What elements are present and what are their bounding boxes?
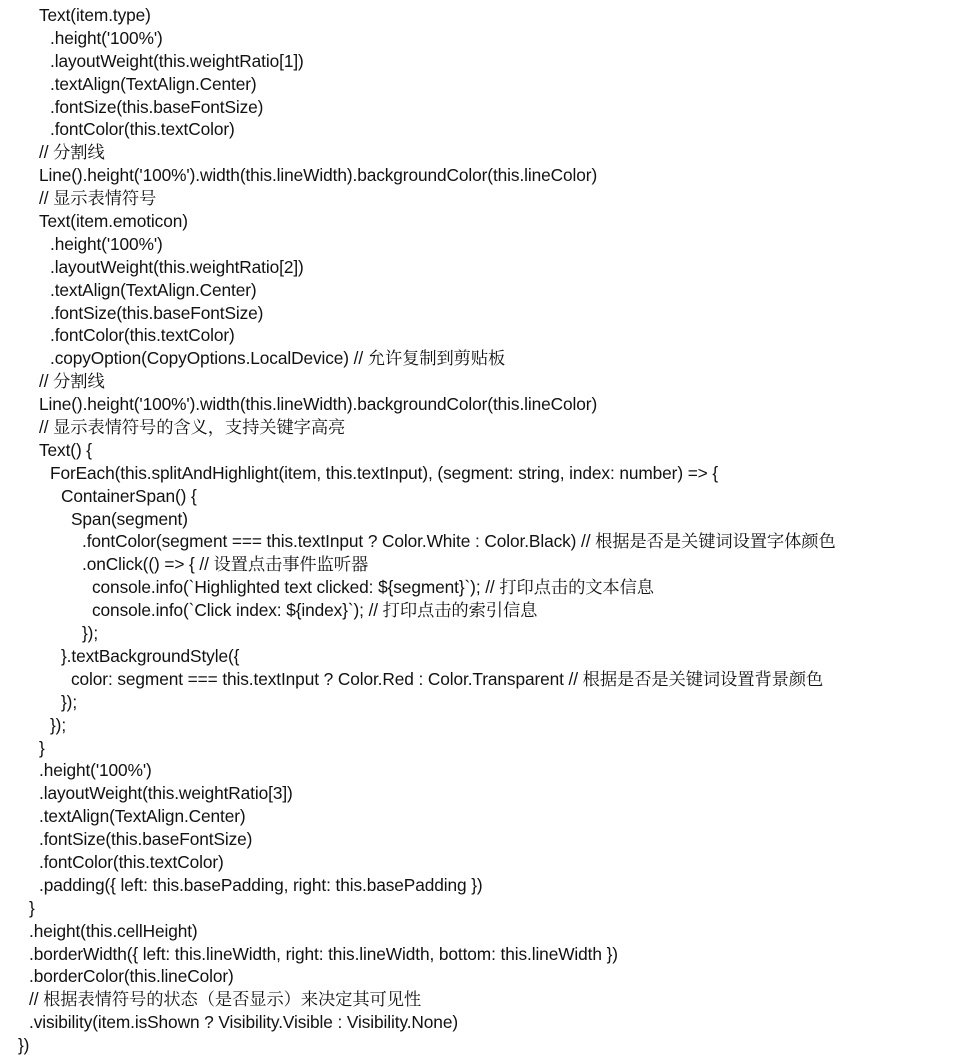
code-line: });	[50, 714, 67, 735]
code-line: .height('100%')	[39, 760, 152, 781]
code-line: .layoutWeight(this.weightRatio[2])	[50, 256, 304, 277]
code-line: .onClick(() => { // 设置点击事件监听器	[82, 554, 369, 575]
code-line: .height(this.cellHeight)	[29, 920, 198, 941]
code-line: }.textBackgroundStyle({	[61, 645, 240, 666]
code-line: .fontColor(this.textColor)	[50, 119, 235, 140]
code-line: .fontSize(this.baseFontSize)	[50, 302, 264, 323]
code-line: Text() {	[39, 439, 92, 460]
code-line: Line().height('100%').width(this.lineWidth).backgroundColor(this.lineColor)	[39, 165, 598, 186]
code-line: })	[18, 1035, 30, 1056]
code-line: .height('100%')	[50, 27, 163, 48]
code-line: Text(item.type)	[39, 5, 151, 25]
code-line: console.info(`Click index: ${index}`); // 打印点击的索引信息	[92, 600, 538, 621]
code-line: .textAlign(TextAlign.Center)	[39, 806, 246, 827]
code-line: .layoutWeight(this.weightRatio[1])	[50, 50, 304, 71]
code-line: .fontColor(this.textColor)	[39, 851, 224, 872]
code-line: console.info(`Highlighted text clicked: ${segment}`); // 打印点击的文本信息	[92, 577, 654, 598]
code-line: ForEach(this.splitAndHighlight(item, this.textInput), (segment: string, index: number) => {	[50, 462, 719, 483]
code-line: }	[39, 737, 45, 758]
code-line: .layoutWeight(this.weightRatio[3])	[39, 783, 293, 804]
code-line: .fontColor(segment === this.textInput ? Color.White : Color.Black) // 根据是否是关键词设置字体颜色	[82, 531, 836, 552]
code-block	[0, 4, 954, 1057]
code-line: .visibility(item.isShown ? Visibility.Visible : Visibility.None)	[29, 1012, 458, 1033]
code-line: ContainerSpan() {	[61, 485, 197, 506]
code-line: .copyOption(CopyOptions.LocalDevice) // 允许复制到剪贴板	[50, 348, 506, 369]
code-line: color: segment === this.textInput ? Color.Red : Color.Transparent // 根据是否是关键词设置背景颜色	[71, 668, 824, 689]
code-line: Text(item.emoticon)	[39, 211, 188, 232]
code-line: .padding({ left: this.basePadding, right: this.basePadding })	[39, 874, 483, 895]
code-line: .borderColor(this.lineColor)	[29, 966, 234, 987]
code-line: });	[82, 623, 99, 644]
code-line: // 分割线	[39, 142, 105, 163]
code-line: .height('100%')	[50, 233, 163, 254]
code-line: .borderWidth({ left: this.lineWidth, right: this.lineWidth, bottom: this.lineWidth })	[29, 943, 618, 964]
code-line: .textAlign(TextAlign.Center)	[50, 279, 257, 300]
code-line: .fontSize(this.baseFontSize)	[50, 96, 264, 117]
code-line: .textAlign(TextAlign.Center)	[50, 73, 257, 94]
code-line: }	[29, 897, 35, 918]
code-line: .fontSize(this.baseFontSize)	[39, 829, 253, 850]
code-line: // 分割线	[39, 371, 105, 392]
code-line: Line().height('100%').width(this.lineWidth).backgroundColor(this.lineColor)	[39, 394, 598, 415]
code-line: });	[61, 691, 78, 712]
code-line: // 显示表情符号的含义，支持关键字高亮	[39, 417, 346, 438]
code-line: // 根据表情符号的状态（是否显示）来决定其可见性	[29, 989, 422, 1010]
code-line: // 显示表情符号	[39, 188, 157, 209]
code-line: .fontColor(this.textColor)	[50, 325, 235, 346]
code-line: Span(segment)	[71, 508, 188, 529]
